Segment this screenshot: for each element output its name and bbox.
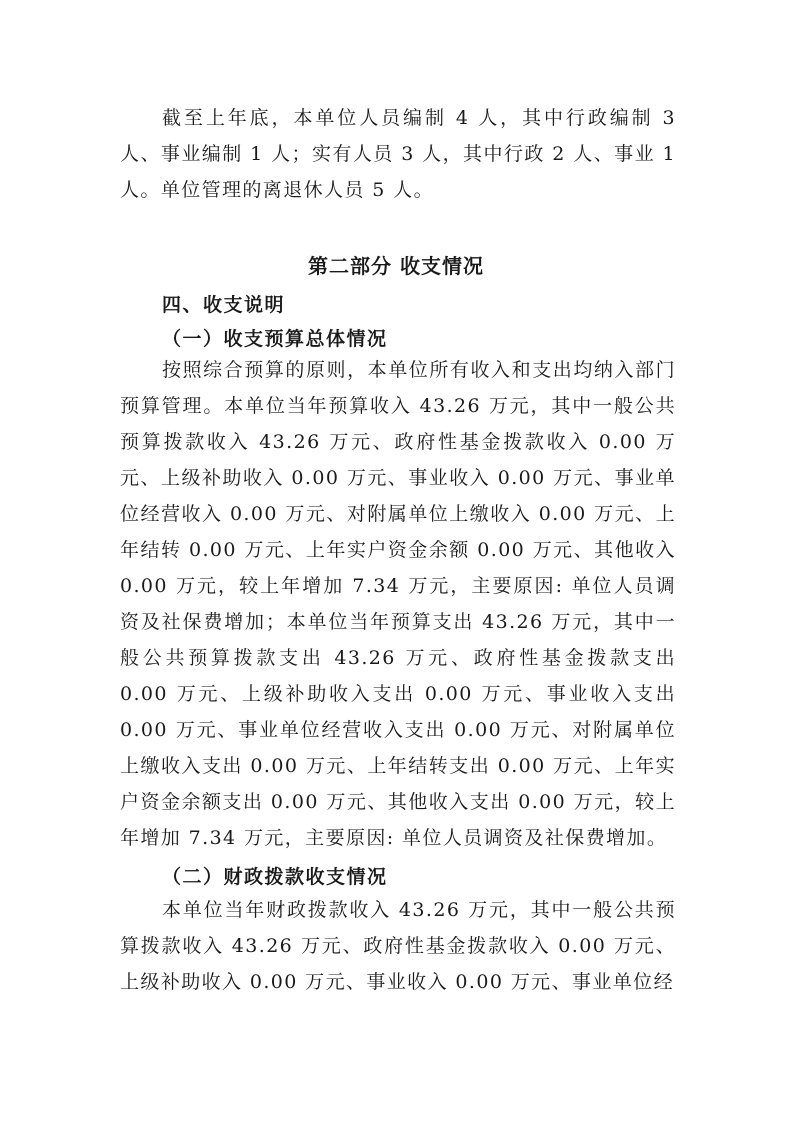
budget-overview-paragraph: 按照综合预算的原则，本单位所有收入和支出均纳入部门预算管理。本单位当年预算收入 43.26 万元，其中一般公共预算拨款收入 43.26 万元、政府性基金拨款收入 0.00 万元、上级补助收入 0.00 万元、事业收入 0.00 万元、事业单位经营收入 0.00 万元、对附属单位上缴收入 0.00 万元、上年结转 0.00 万元、上年实户资金余额 0.00 万元、其他收入 0.00 万元，较上年增加 7.34 万元，主要原因: 单位人员调资及社保费增加；本单位当年预算支出 43.26 万元，其中一般公共预算拨款支出 43.26 万元、政府性基金拨款支出 0.00 万元、上级补助收入支出 0.00 万元、事业收入支出 0.00 万元、事业单位经营收入支出 0.00 万元、对附属单位上缴收入支出 0.00 万元、上年结转支出 0.00 万元、上年实户资金余额支出 0.00 万元、其他收入支出 0.00 万元，较上年增加 7.34 万元，主要原因: 单位人员调资及社保费增加。	[120, 359, 676, 849]
staffing-paragraph: 截至上年底，本单位人员编制 4 人，其中行政编制 3 人、事业编制 1 人；实有人员 3 人，其中行政 2 人、事业 1 人。单位管理的离退休人员 5 人。	[120, 107, 676, 201]
part-two-title: 第二部分 收支情况	[308, 254, 484, 278]
fiscal-appropriation-heading: （二）财政拨款收支情况	[162, 866, 388, 888]
fiscal-appropriation-paragraph: 本单位当年财政拨款收入 43.26 万元，其中一般公共预算拨款收入 43.26 万元、政府性基金拨款收入 0.00 万元、上级补助收入 0.00 万元、事业收入 0.00 万元、事业单位经	[120, 899, 676, 993]
section-four-heading: 四、收支说明	[162, 294, 286, 316]
budget-overview-heading: （一）收支预算总体情况	[162, 328, 388, 350]
